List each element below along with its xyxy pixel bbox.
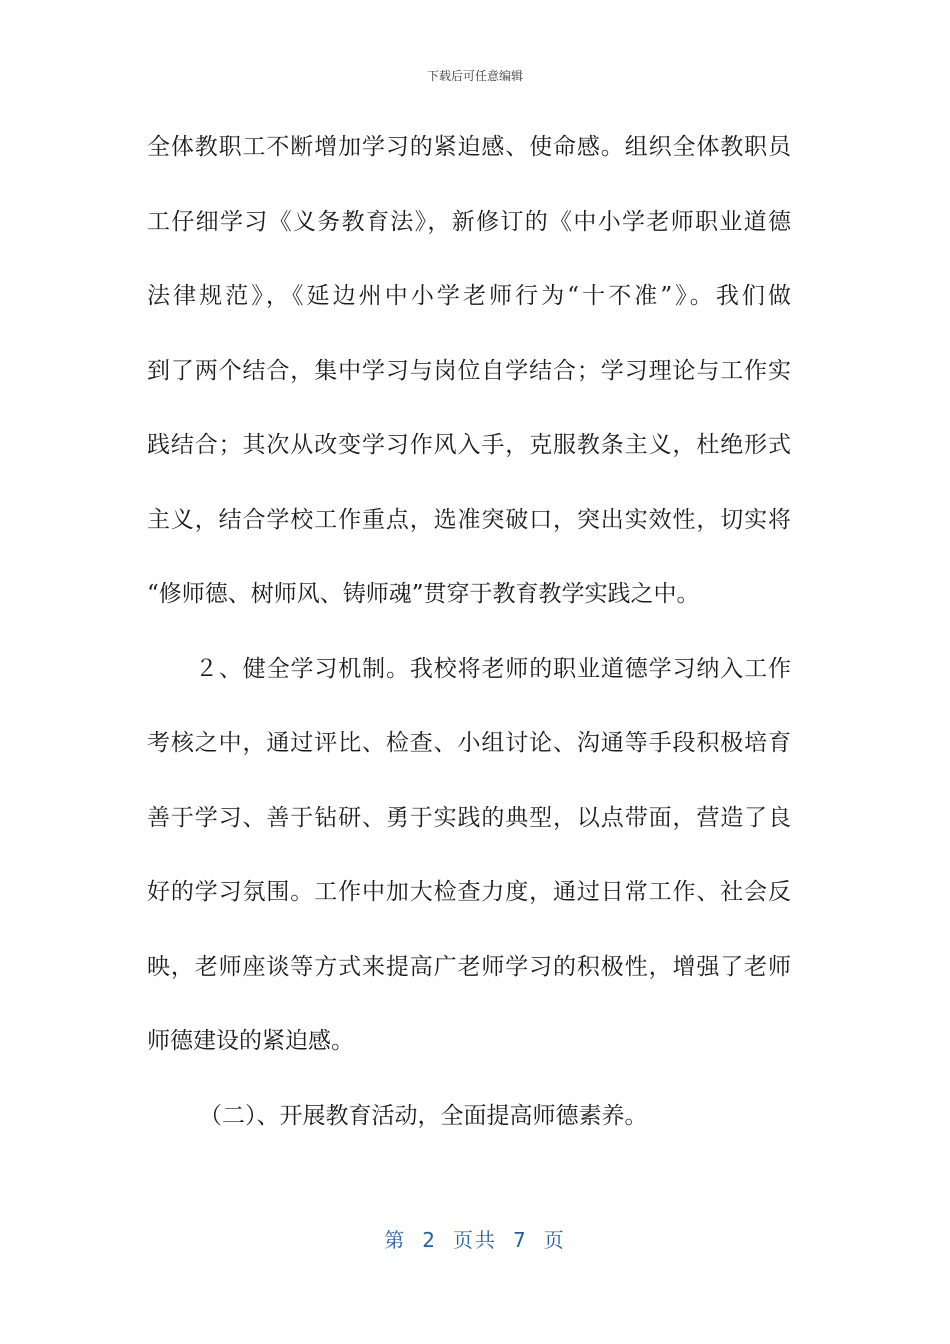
text-line: 全体教职工不断增加学习的紧迫感、使命感。组织全体教职员	[147, 134, 791, 160]
text-line: 工仔细学习《义务教育法》，新修订的《中小学老师职业道德	[147, 208, 791, 235]
page-label-middle: 页共	[453, 1228, 497, 1252]
page-header-note: 下载后可任意编辑	[426, 69, 523, 83]
text-line: ２、健全学习机制。我校将老师的职业道德学习纳入工作	[195, 655, 791, 682]
text-line: 考核之中，通过评比、检查、小组讨论、沟通等手段积极培育	[147, 730, 791, 756]
text-line: 践结合；其次从改变学习作风入手，克服教条主义，杜绝形式	[147, 432, 791, 458]
page-current-number: 2	[422, 1228, 437, 1252]
text-line: 善于学习、善于钻研、勇于实践的典型，以点带面，营造了良	[147, 804, 791, 831]
page-footer	[0, 1224, 950, 1253]
text-line: 师德建设的紧迫感。	[147, 1028, 354, 1054]
text-line: 到了两个结合，集中学习与岗位自学结合；学习理论与工作实	[147, 357, 791, 384]
text-line: 法律规范》，《延边州中小学老师行为“十不准”》。我们做	[147, 283, 791, 309]
text-line: 映，老师座谈等方式来提高广老师学习的积极性，增强了老师	[147, 953, 791, 980]
page-label-suffix: 页	[543, 1228, 566, 1252]
document-body	[147, 127, 791, 1170]
page-total-number: 7	[513, 1228, 528, 1252]
text-line: “修师德、树师风、铸师魂”贯穿于教育教学实践之中。	[147, 581, 700, 607]
text-line: 好的学习氛围。工作中加大检查力度，通过日常工作、社会反	[147, 879, 791, 905]
page-label-prefix: 第	[384, 1228, 407, 1252]
section-heading: （二）、开展教育活动，全面提高师德素养。	[199, 1102, 648, 1129]
text-line: 主义，结合学校工作重点，选准突破口，突出实效性，切实将	[147, 506, 791, 533]
